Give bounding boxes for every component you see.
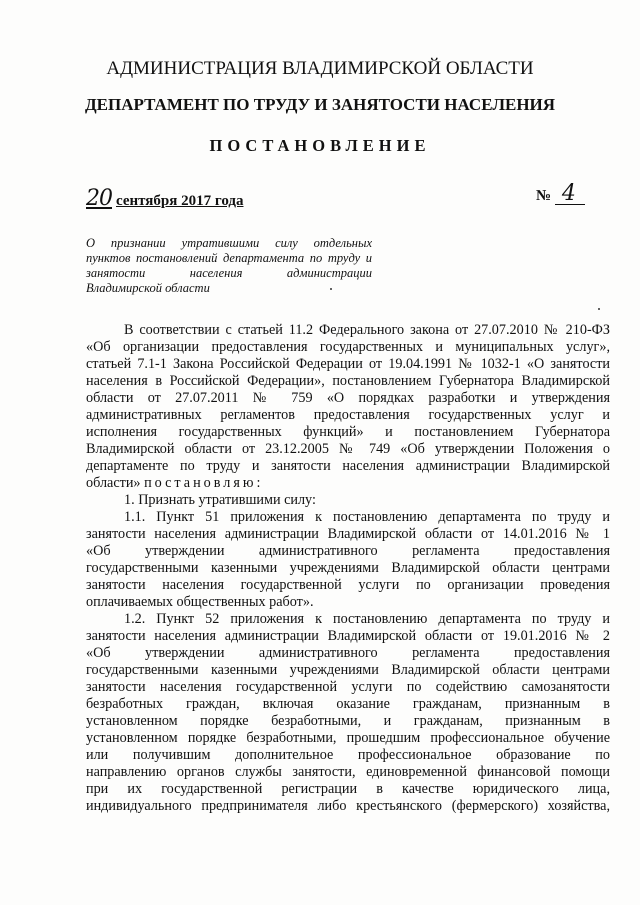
subject-line: О признании утратившими силу отдельных [86, 236, 372, 250]
body-line: при их государственной регистрации в качестве юридического лица, [86, 781, 610, 797]
body-line: индивидуального предпринимателя либо крестьянского (фермерского) хозяйства, [86, 798, 610, 814]
body-line: населения в Российской Федерации», постановлением Губернатора Владимирской [86, 373, 610, 389]
body-line: занятости населения государственной услуги по организации проведения [86, 577, 610, 593]
document-subject [86, 236, 372, 296]
body-line [86, 475, 610, 492]
document-date [86, 186, 243, 211]
document-body [86, 322, 610, 815]
body-line: безработных граждан, включая оказание гражданам, признанным в [86, 696, 610, 712]
body-line: государственными казенными учреждениями Владимирской области центрами [86, 662, 610, 678]
body-line: занятости населения администрации Владимирской области от 14.01.2016 № 1 [86, 526, 610, 542]
body-line: «Об утверждении административного регламента предоставления [86, 543, 610, 559]
body-line: департаменте по труду и занятости населения администрации Владимирской [86, 458, 610, 474]
document-number [536, 181, 585, 206]
body-line: административных регламентов предоставления государственных услуг и [86, 407, 610, 423]
body-line: Владимирской области от 23.12.2005 № 749 «Об утверждении Положения о [86, 441, 610, 457]
body-line: установленном порядке безработными, прошедшим профессиональное обучение [86, 730, 610, 746]
document-type-heading: ПОСТАНОВЛЕНИЕ [209, 136, 431, 155]
body-line: оплачиваемых общественных работ». [86, 594, 314, 610]
body-line: «Об организации предоставления государственных и муниципальных услуг», [86, 339, 610, 355]
body-line: установленном порядке безработными, и гражданам, признанным в [86, 713, 610, 729]
scan-speck [598, 308, 600, 310]
preamble-end: области» [86, 475, 141, 491]
handwritten-number: 4 [555, 184, 585, 205]
item-1-heading: 1. Признать утратившими силу: [124, 492, 316, 508]
handwritten-day: 20 [86, 186, 112, 211]
resolve-word: постановляю: [144, 475, 264, 491]
subject-line: занятости населения администрации [86, 266, 372, 280]
date-text: сентября 2017 года [116, 193, 244, 209]
scan-speck [330, 288, 332, 290]
body-line: направлению органов службы занятости, единовременной финансовой помощи [86, 764, 610, 780]
number-label: № [536, 188, 552, 204]
body-line: «Об утверждении административного регламента предоставления [86, 645, 610, 661]
body-line: 1.2. Пункт 52 приложения к постановлению департамента по труду и [124, 611, 610, 627]
body-line: области от 27.07.2011 № 759 «О порядках разработки и утверждения [86, 390, 610, 406]
organization-heading: АДМИНИСТРАЦИЯ ВЛАДИМИРСКОЙ ОБЛАСТИ [106, 58, 534, 79]
body-line: государственными казенными учреждениями Владимирской области центрами [86, 560, 610, 576]
body-line: или получившим дополнительное профессиональное образование по [86, 747, 610, 763]
body-line: В соответствии с статьей 11.2 Федерального закона от 27.07.2010 № 210-ФЗ [124, 322, 610, 338]
subject-line: пунктов постановлений департамента по труду и [86, 251, 372, 265]
subject-line: Владимирской области [86, 281, 210, 295]
body-line: 1.1. Пункт 51 приложения к постановлению департамента по труду и [124, 509, 610, 525]
department-heading: ДЕПАРТАМЕНТ ПО ТРУДУ И ЗАНЯТОСТИ НАСЕЛЕНИЯ [84, 95, 556, 114]
body-line: занятости населения администрации Владимирской области от 19.01.2016 № 2 [86, 628, 610, 644]
body-line: статьей 7.1-1 Закона Российской Федерации от 19.04.1991 № 1032-1 «О занятости [86, 356, 610, 372]
body-line: исполнения государственных функций» и постановлением Губернатора [86, 424, 610, 440]
body-line: занятости населения государственной услуги по содействию самозанятости [86, 679, 610, 695]
